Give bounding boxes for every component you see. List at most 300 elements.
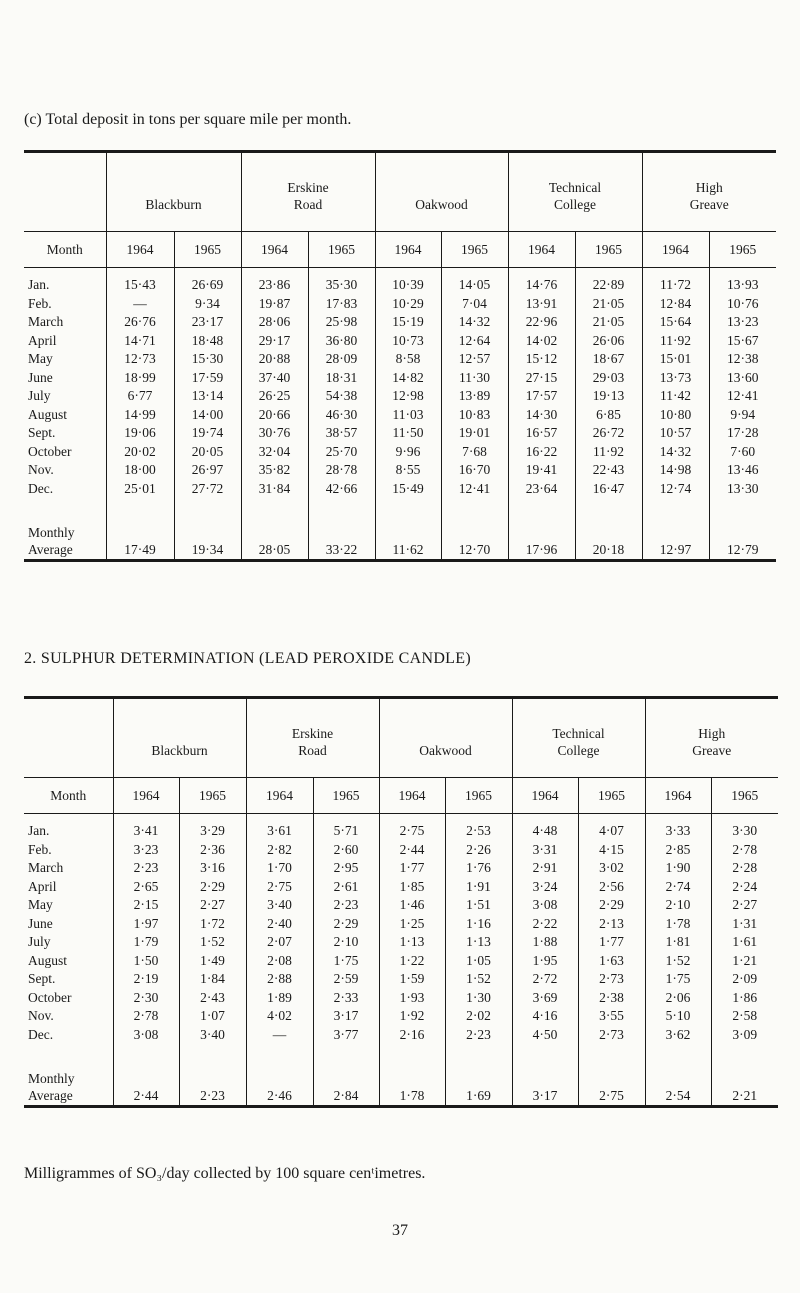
value-cell: 9·94: [709, 406, 776, 425]
table-body: [24, 814, 778, 1107]
value-cell: 11·03: [375, 406, 441, 425]
value-cell: 1·75: [645, 970, 711, 989]
table-row: [24, 480, 776, 499]
value-cell: 22·96: [508, 313, 575, 332]
value-cell: 1·88: [512, 933, 578, 952]
value-cell: 11·92: [642, 332, 709, 351]
year-header: 1964: [379, 778, 445, 814]
value-cell: 26·97: [174, 461, 241, 480]
average-value: 2·23: [179, 1044, 246, 1106]
table-row: [24, 814, 778, 841]
table-body: [24, 268, 776, 561]
table-row: [24, 1007, 778, 1026]
value-cell: 2·85: [645, 841, 711, 860]
table-row: [24, 369, 776, 388]
value-cell: 3·24: [512, 878, 578, 897]
station-name: Erskine Road: [291, 726, 334, 758]
station-name: Technical College: [548, 180, 602, 212]
value-cell: 1·21: [711, 952, 778, 971]
year-header: 1964: [246, 778, 313, 814]
table-row: [24, 859, 778, 878]
value-cell: 35·30: [308, 268, 375, 295]
table-row: [24, 952, 778, 971]
month-cell: June: [28, 915, 53, 931]
value-cell: 1·90: [645, 859, 711, 878]
value-cell: 31·84: [241, 480, 308, 499]
value-cell: 3·17: [313, 1007, 379, 1026]
value-cell: 28·78: [308, 461, 375, 480]
station-header: [379, 698, 512, 778]
value-cell: 15·19: [375, 313, 441, 332]
value-cell: 1·52: [179, 933, 246, 952]
value-cell: 16·70: [441, 461, 508, 480]
value-cell: 12·38: [709, 350, 776, 369]
value-cell: 3·09: [711, 1026, 778, 1045]
average-value: 20·18: [575, 498, 642, 560]
table-row: [24, 424, 776, 443]
value-cell: 19·13: [575, 387, 642, 406]
value-cell: 2·78: [113, 1007, 179, 1026]
value-cell: 18·99: [106, 369, 174, 388]
value-cell: 13·89: [441, 387, 508, 406]
year-header: 1964: [642, 232, 709, 268]
year-header: 1964: [375, 232, 441, 268]
value-cell: 2·43: [179, 989, 246, 1008]
value-cell: 1·22: [379, 952, 445, 971]
month-cell: Dec.: [28, 480, 54, 496]
value-cell: 12·74: [642, 480, 709, 499]
value-cell: 1·07: [179, 1007, 246, 1026]
value-cell: 1·52: [445, 970, 512, 989]
value-cell: 1·81: [645, 933, 711, 952]
value-cell: 17·57: [508, 387, 575, 406]
value-cell: 2·27: [179, 896, 246, 915]
value-cell: 14·82: [375, 369, 441, 388]
value-cell: 1·92: [379, 1007, 445, 1026]
value-cell: 2·10: [313, 933, 379, 952]
value-cell: 2·26: [445, 841, 512, 860]
value-cell: 10·76: [709, 295, 776, 314]
year-header: 1965: [308, 232, 375, 268]
value-cell: 13·46: [709, 461, 776, 480]
year-header: 1965: [179, 778, 246, 814]
value-cell: 1·13: [445, 933, 512, 952]
value-cell: 14·32: [441, 313, 508, 332]
value-cell: 1·93: [379, 989, 445, 1008]
average-value: 2·21: [711, 1044, 778, 1106]
value-cell: 1·97: [113, 915, 179, 934]
value-cell: 2·88: [246, 970, 313, 989]
year-header: 1965: [709, 232, 776, 268]
value-cell: 2·61: [313, 878, 379, 897]
table-row: [24, 332, 776, 351]
value-cell: 12·73: [106, 350, 174, 369]
value-cell: 21·05: [575, 295, 642, 314]
value-cell: 2·29: [179, 878, 246, 897]
year-header: 1964: [508, 232, 575, 268]
value-cell: 2·91: [512, 859, 578, 878]
value-cell: 2·58: [711, 1007, 778, 1026]
value-cell: 2·27: [711, 896, 778, 915]
value-cell: 12·41: [709, 387, 776, 406]
month-cell: July: [28, 934, 51, 949]
value-cell: 18·00: [106, 461, 174, 480]
station-header: [113, 698, 246, 778]
value-cell: 2·40: [246, 915, 313, 934]
value-cell: 14·76: [508, 268, 575, 295]
value-cell: 2·10: [645, 896, 711, 915]
value-cell: 9·96: [375, 443, 441, 462]
value-cell: 26·76: [106, 313, 174, 332]
value-cell: 4·07: [578, 814, 645, 841]
value-cell: 25·70: [308, 443, 375, 462]
value-cell: 38·57: [308, 424, 375, 443]
value-cell: 3·02: [578, 859, 645, 878]
value-cell: 12·57: [441, 350, 508, 369]
value-cell: 1·46: [379, 896, 445, 915]
value-cell: 23·64: [508, 480, 575, 499]
month-cell: Feb.: [28, 295, 52, 311]
value-cell: —: [106, 295, 174, 314]
table-row: [24, 406, 776, 425]
value-cell: 2·65: [113, 878, 179, 897]
value-cell: 15·64: [642, 313, 709, 332]
value-cell: 3·77: [313, 1026, 379, 1045]
month-cell: June: [28, 369, 53, 385]
average-value: 17·49: [106, 498, 174, 560]
value-cell: 13·14: [174, 387, 241, 406]
value-cell: 2·78: [711, 841, 778, 860]
month-cell: Jan.: [28, 823, 50, 838]
value-cell: 13·30: [709, 480, 776, 499]
value-cell: 15·67: [709, 332, 776, 351]
average-label: [24, 1044, 113, 1106]
value-cell: 2·75: [379, 814, 445, 841]
value-cell: 11·72: [642, 268, 709, 295]
value-cell: 17·59: [174, 369, 241, 388]
value-cell: 2·15: [113, 896, 179, 915]
value-cell: 13·93: [709, 268, 776, 295]
average-value: 33·22: [308, 498, 375, 560]
value-cell: 2·16: [379, 1026, 445, 1045]
value-cell: 19·06: [106, 424, 174, 443]
value-cell: 11·92: [575, 443, 642, 462]
average-row: [24, 1044, 778, 1106]
value-cell: 4·02: [246, 1007, 313, 1026]
year-header: 1965: [578, 778, 645, 814]
value-cell: 1·75: [313, 952, 379, 971]
value-cell: 5·71: [313, 814, 379, 841]
value-cell: 14·71: [106, 332, 174, 351]
value-cell: 10·73: [375, 332, 441, 351]
value-cell: 18·48: [174, 332, 241, 351]
value-cell: 2·38: [578, 989, 645, 1008]
station-name: High Greave: [692, 726, 732, 758]
value-cell: 6·77: [106, 387, 174, 406]
station-name: Blackburn: [145, 197, 202, 212]
value-cell: 13·91: [508, 295, 575, 314]
corner-cell: [24, 152, 106, 232]
month-cell: Sept.: [28, 971, 56, 986]
table-row: [24, 295, 776, 314]
month-cell: Jan.: [28, 277, 50, 292]
table-row: [24, 915, 778, 934]
value-cell: 3·41: [113, 814, 179, 841]
month-header: Month: [24, 232, 106, 268]
year-header: 1965: [575, 232, 642, 268]
average-value: 2·84: [313, 1044, 379, 1106]
value-cell: 22·43: [575, 461, 642, 480]
value-cell: 28·06: [241, 313, 308, 332]
average-value: 2·46: [246, 1044, 313, 1106]
value-cell: 2·23: [113, 859, 179, 878]
value-cell: 1·63: [578, 952, 645, 971]
station-header: [246, 698, 379, 778]
value-cell: 3·61: [246, 814, 313, 841]
value-cell: 46·30: [308, 406, 375, 425]
table-row: [24, 989, 778, 1008]
value-cell: 2·24: [711, 878, 778, 897]
station-header: [512, 698, 645, 778]
value-cell: 19·74: [174, 424, 241, 443]
section-heading: 2. SULPHUR DETERMINATION (LEAD PEROXIDE CANDLE): [24, 650, 471, 667]
value-cell: 1·85: [379, 878, 445, 897]
value-cell: 18·67: [575, 350, 642, 369]
value-cell: 2·23: [445, 1026, 512, 1045]
station-header-row: [24, 698, 778, 778]
value-cell: 3·30: [711, 814, 778, 841]
average-label-line: Monthly: [28, 1070, 75, 1086]
value-cell: 2·19: [113, 970, 179, 989]
station-header: [375, 152, 508, 232]
value-cell: 3·40: [246, 896, 313, 915]
value-cell: 21·05: [575, 313, 642, 332]
month-cell: April: [28, 878, 57, 894]
value-cell: 19·41: [508, 461, 575, 480]
value-cell: 2·36: [179, 841, 246, 860]
value-cell: 1·25: [379, 915, 445, 934]
value-cell: 9·34: [174, 295, 241, 314]
value-cell: 15·12: [508, 350, 575, 369]
value-cell: 3·29: [179, 814, 246, 841]
value-cell: 6·85: [575, 406, 642, 425]
total-deposit-table: [24, 150, 776, 562]
table-row: [24, 970, 778, 989]
value-cell: 16·57: [508, 424, 575, 443]
station-name: Oakwood: [415, 197, 468, 212]
value-cell: 3·23: [113, 841, 179, 860]
average-value: 2·75: [578, 1044, 645, 1106]
value-cell: 17·83: [308, 295, 375, 314]
units-footnote: Milligrammes of SO₃/day collected by 100 square cenᵗimetres.: [24, 1165, 426, 1182]
value-cell: 1·95: [512, 952, 578, 971]
value-cell: 10·83: [441, 406, 508, 425]
value-cell: 2·60: [313, 841, 379, 860]
year-header: 1965: [445, 778, 512, 814]
value-cell: 3·31: [512, 841, 578, 860]
value-cell: 14·30: [508, 406, 575, 425]
table-row: [24, 461, 776, 480]
value-cell: 2·28: [711, 859, 778, 878]
value-cell: 14·00: [174, 406, 241, 425]
month-cell: October: [28, 443, 72, 459]
value-cell: 2·22: [512, 915, 578, 934]
value-cell: 1·89: [246, 989, 313, 1008]
value-cell: 37·40: [241, 369, 308, 388]
month-cell: March: [28, 860, 64, 875]
average-row: [24, 498, 776, 560]
station-name: High Greave: [689, 180, 729, 212]
value-cell: 19·87: [241, 295, 308, 314]
average-value: 28·05: [241, 498, 308, 560]
month-cell: August: [28, 406, 68, 422]
value-cell: 2·30: [113, 989, 179, 1008]
month-cell: March: [28, 314, 64, 329]
value-cell: 3·40: [179, 1026, 246, 1045]
value-cell: 1·16: [445, 915, 512, 934]
value-cell: 2·13: [578, 915, 645, 934]
value-cell: 11·42: [642, 387, 709, 406]
month-cell: Sept.: [28, 425, 56, 440]
value-cell: 4·48: [512, 814, 578, 841]
value-cell: 7·68: [441, 443, 508, 462]
average-value: 12·97: [642, 498, 709, 560]
value-cell: 12·84: [642, 295, 709, 314]
value-cell: 2·56: [578, 878, 645, 897]
value-cell: 1·52: [645, 952, 711, 971]
value-cell: 22·89: [575, 268, 642, 295]
value-cell: 15·43: [106, 268, 174, 295]
value-cell: 17·28: [709, 424, 776, 443]
value-cell: 29·17: [241, 332, 308, 351]
station-name: Oakwood: [419, 743, 472, 758]
station-header: [106, 152, 241, 232]
value-cell: 10·80: [642, 406, 709, 425]
value-cell: 2·23: [313, 896, 379, 915]
table-row: [24, 313, 776, 332]
value-cell: 2·72: [512, 970, 578, 989]
value-cell: 35·82: [241, 461, 308, 480]
value-cell: 20·05: [174, 443, 241, 462]
average-value: 11·62: [375, 498, 441, 560]
month-cell: August: [28, 952, 68, 968]
value-cell: 2·73: [578, 1026, 645, 1045]
average-value: 1·78: [379, 1044, 445, 1106]
station-header: [645, 698, 778, 778]
value-cell: 1·77: [379, 859, 445, 878]
page-number: 37: [392, 1222, 408, 1239]
value-cell: 2·74: [645, 878, 711, 897]
value-cell: 27·15: [508, 369, 575, 388]
value-cell: 2·44: [379, 841, 445, 860]
year-header: 1965: [441, 232, 508, 268]
value-cell: 29·03: [575, 369, 642, 388]
table-row: [24, 350, 776, 369]
value-cell: 25·98: [308, 313, 375, 332]
value-cell: 1·30: [445, 989, 512, 1008]
table-row: [24, 268, 776, 295]
value-cell: 20·66: [241, 406, 308, 425]
value-cell: 20·02: [106, 443, 174, 462]
value-cell: 1·76: [445, 859, 512, 878]
year-header: 1964: [113, 778, 179, 814]
value-cell: 15·49: [375, 480, 441, 499]
value-cell: 26·72: [575, 424, 642, 443]
value-cell: 2·07: [246, 933, 313, 952]
average-value: 3·17: [512, 1044, 578, 1106]
value-cell: 4·50: [512, 1026, 578, 1045]
value-cell: 1·86: [711, 989, 778, 1008]
sulphur-table: [24, 696, 778, 1108]
value-cell: 11·50: [375, 424, 441, 443]
month-cell: May: [28, 897, 53, 912]
value-cell: 3·62: [645, 1026, 711, 1045]
value-cell: 12·41: [441, 480, 508, 499]
value-cell: 3·08: [113, 1026, 179, 1045]
month-cell: October: [28, 989, 72, 1005]
value-cell: 7·04: [441, 295, 508, 314]
value-cell: 1·51: [445, 896, 512, 915]
table-row: [24, 878, 778, 897]
value-cell: 13·23: [709, 313, 776, 332]
value-cell: 1·79: [113, 933, 179, 952]
value-cell: 2·73: [578, 970, 645, 989]
year-header: 1965: [174, 232, 241, 268]
value-cell: 2·53: [445, 814, 512, 841]
average-label-line: Average: [28, 541, 73, 557]
value-cell: 1·49: [179, 952, 246, 971]
station-header: [642, 152, 776, 232]
value-cell: 10·57: [642, 424, 709, 443]
station-header: [508, 152, 642, 232]
value-cell: 3·16: [179, 859, 246, 878]
value-cell: 14·05: [441, 268, 508, 295]
value-cell: 10·39: [375, 268, 441, 295]
table-row: [24, 896, 778, 915]
value-cell: 26·69: [174, 268, 241, 295]
year-header: 1965: [313, 778, 379, 814]
table-row: [24, 933, 778, 952]
value-cell: 1·77: [578, 933, 645, 952]
value-cell: 7·60: [709, 443, 776, 462]
station-name: Erskine Road: [287, 180, 329, 212]
average-value: 12·79: [709, 498, 776, 560]
value-cell: 20·88: [241, 350, 308, 369]
value-cell: 1·70: [246, 859, 313, 878]
value-cell: 1·59: [379, 970, 445, 989]
year-header: 1964: [241, 232, 308, 268]
value-cell: 19·01: [441, 424, 508, 443]
average-value: 17·96: [508, 498, 575, 560]
value-cell: 25·01: [106, 480, 174, 499]
value-cell: 10·29: [375, 295, 441, 314]
month-cell: May: [28, 351, 53, 366]
value-cell: 4·15: [578, 841, 645, 860]
month-cell: Dec.: [28, 1026, 54, 1042]
month-cell: Nov.: [28, 1008, 54, 1023]
value-cell: 18·31: [308, 369, 375, 388]
year-header: 1964: [512, 778, 578, 814]
value-cell: 23·86: [241, 268, 308, 295]
value-cell: 54·38: [308, 387, 375, 406]
year-header-row: [24, 778, 778, 814]
table-row: [24, 841, 778, 860]
value-cell: 11·30: [441, 369, 508, 388]
table-row: [24, 443, 776, 462]
station-name: Technical College: [552, 726, 605, 758]
value-cell: 23·17: [174, 313, 241, 332]
month-cell: Nov.: [28, 462, 54, 477]
